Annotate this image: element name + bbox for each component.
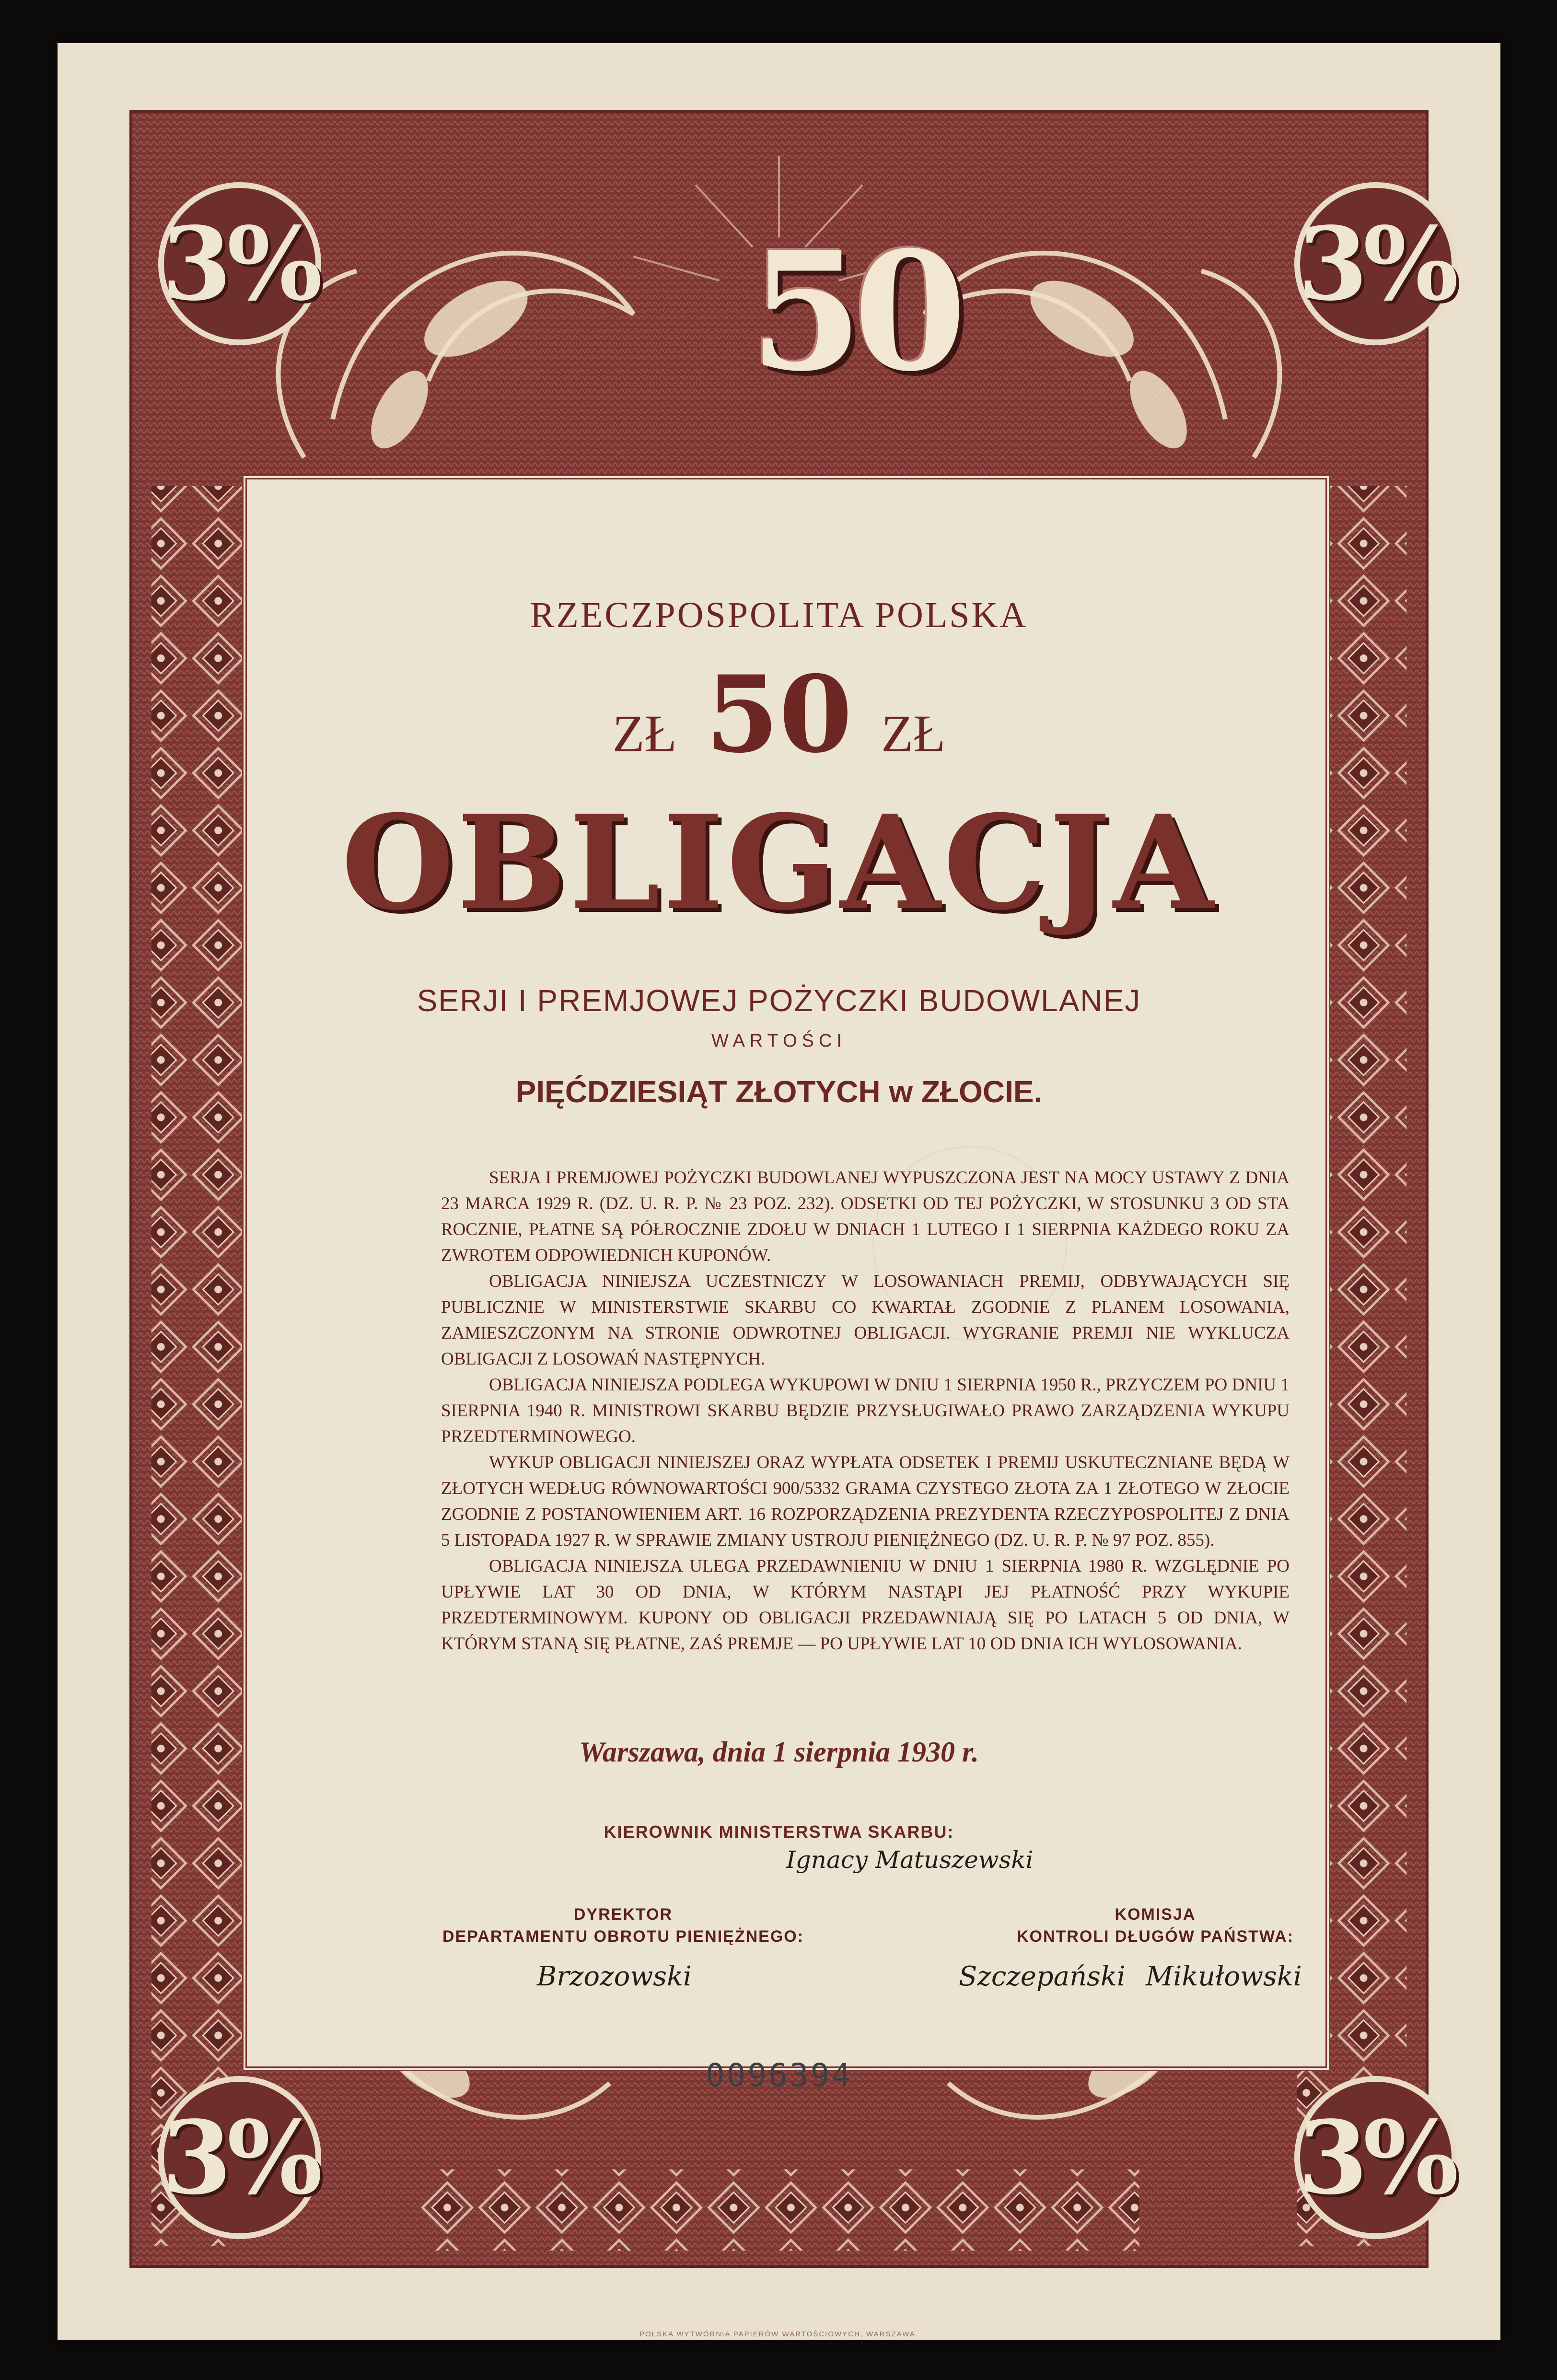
document-type-title: OBLIGACJA [341, 786, 1217, 939]
currency-left: ZŁ [612, 704, 677, 763]
top-denomination [686, 216, 1021, 408]
rate-text: 3% [162, 2098, 318, 2217]
minister-signature: Ignacy Matuszewski [786, 1846, 1034, 1874]
terms-paragraph: OBLIGACJA NINIEJSZA ULEGA PRZEDAWNIENIU W DNIU 1 SIERPNIA 1980 R. WZGLĘDNIE PO UPŁYWIE LAT 30 OD DNIA, W KTÓRYM NASTĄPI JEJ PŁATNOŚĆ PRZY WYKUPIE PRZEDTERMINOWYM. KUPONY OD OBLIGACJI PRZEDAWNIAJĄ SIĘ PO LATACH 5 OD DNIA, W KTÓRYM STANĄ SIĘ PŁATNE, ZAŚ PREMJE — PO UPŁYWIE LAT 10 OD DNIA ICH WYLOSOWANIA. [441, 1556, 1290, 1654]
commission-label [988, 1903, 1323, 1948]
top-denomination-text: 50 [749, 216, 957, 408]
terms-paragraph: WYKUP OBLIGACJI NINIEJSZEJ ORAZ WYPŁATA ODSETEK I PREMIJ USKUTECZNIANE BĘDĄ W ZŁOTYCH WEDŁUG RÓWNOWARTOŚCI 900/5332 GRAMA CZYSTEGO ZŁOTA ZA 1 ZŁOTEGO W ZŁOCIE ZGODNIE Z POSTANOWIENIEM ART. 16 ROZPORZĄDZENIA PREZYDENTA RZECZYPOSPOLITEJ Z DNIA 5 LISTOPADA 1927 R. W SPRAWIE ZMIANY USTROJU PIENIĘŻNEGO (DZ. U. R. P. № 97 POZ. 855). [441, 1453, 1290, 1550]
corner-rate-badge [158, 182, 321, 345]
denomination-value: 50 [705, 652, 853, 776]
corner-rate-badge [1294, 2076, 1457, 2239]
corner-rate-badge [1294, 182, 1457, 345]
issuer-title: RZECZPOSPOLITA POLSKA [530, 595, 1028, 635]
director-label-line-2: DEPARTAMENTU OBROTU PIENIĘŻNEGO: [442, 1927, 804, 1946]
series-title: SERJI I PREMJOWEJ POŻYCZKI BUDOWLANEJ [417, 983, 1141, 1018]
rate-text: 3% [1298, 2098, 1454, 2217]
serial-number: 0096394 [705, 2057, 853, 2094]
bond-sheet [58, 43, 1500, 2340]
printer-imprint: POLSKA WYTWÓRNIA PAPIERÓW WARTOŚCIOWYCH, WARSZAWA. [639, 2330, 918, 2338]
commission-label-line-2: KONTROLI DŁUGÓW PAŃSTWA: [1016, 1927, 1294, 1946]
rate-text: 3% [162, 204, 318, 323]
director-signature: Brzozowski [537, 1961, 692, 1992]
denomination-line [58, 652, 1500, 776]
director-label-line-1: DYREKTOR [573, 1905, 673, 1924]
terms-paragraph: OBLIGACJA NINIEJSZA PODLEGA WYKUPOWI W DNIU 1 SIERPNIA 1950 R., PRZYCZEM PO DNIU 1 SIERPNIA 1940 R. MINISTROWI SKARBU BĘDZIE PRZYSŁUGIWAŁO PRAWO ZARZĄDZENIA WYKUPU PRZEDTERMINOWEGO. [441, 1375, 1290, 1447]
currency-right: ZŁ [881, 704, 946, 763]
corner-rate-badge [158, 2076, 321, 2239]
value-label: WARTOŚCI [711, 1031, 847, 1051]
commission-signature: Mikułowski [1146, 1961, 1302, 1992]
terms-text [441, 1165, 1290, 1657]
commission-label-line-1: KOMISJA [1115, 1905, 1196, 1924]
terms-paragraph: OBLIGACJA NINIEJSZA UCZESTNICZY W LOSOWANIACH PREMIJ, ODBYWAJĄCYCH SIĘ PUBLICZNIE W MINISTERSTWIE SKARBU CO KWARTAŁ ZGODNIE Z PLANEM LOSOWANIA, ZAMIESZCZONYM NA STRONIE ODWROTNEJ OBLIGACJI. WYGRANIE PREMJI NIE WYKLUCZA OBLIGACJI Z LOSOWAŃ NASTĘPNYCH. [441, 1272, 1290, 1369]
director-label [422, 1903, 825, 1948]
value-in-words: PIĘĆDZIESIĄT ZŁOTYCH w ZŁOCIE. [515, 1074, 1043, 1109]
terms-paragraph: SERJA I PREMJOWEJ POŻYCZKI BUDOWLANEJ WYPUSZCZONA JEST NA MOCY USTAWY Z DNIA 23 MARCA 1929 R. (DZ. U. R. P. № 23 POZ. 232). ODSETKI OD TEJ POŻYCZKI, W STOSUNKU 3 OD STA ROCZNIE, PŁATNE SĄ PÓŁROCZNIE ZDOŁU W DNIACH 1 LUTEGO I 1 SIERPNIA KAŻDEGO ROKU ZA ZWROTEM ODPOWIEDNICH KUPONÓW. [441, 1168, 1290, 1265]
place-and-date: Warszawa, dnia 1 sierpnia 1930 r. [579, 1736, 979, 1768]
commission-signature: Szczepański [959, 1961, 1126, 1992]
minister-label: KIEROWNIK MINISTERSTWA SKARBU: [604, 1822, 954, 1842]
rate-text: 3% [1298, 204, 1454, 323]
